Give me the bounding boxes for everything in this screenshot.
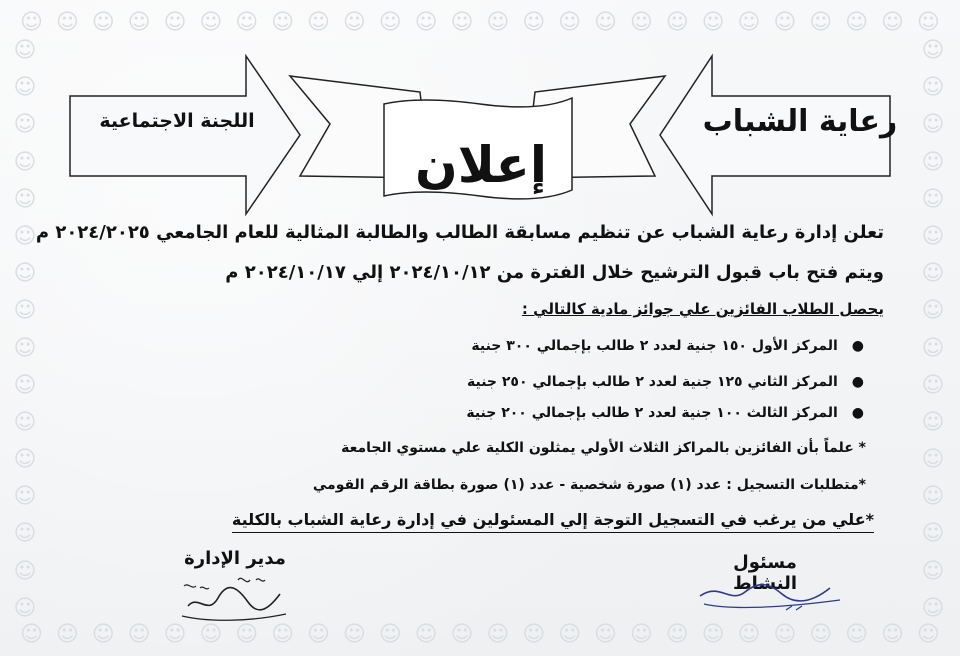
- person-figure-icon: ☺: [809, 622, 833, 647]
- social-committee-label: اللجنة الاجتماعية: [99, 110, 255, 132]
- youth-care-label: رعاية الشباب: [702, 104, 898, 139]
- activity-officer-signature: [690, 574, 850, 624]
- person-figure-icon: ☺: [13, 595, 37, 621]
- person-figure-icon: ☺: [163, 10, 187, 35]
- person-figure-icon: ☺: [845, 10, 869, 35]
- prize-text: المركز الثالث ١٠٠ جنية لعدد ٢ طالب بإجمالي ٢٠٠ جنية: [466, 405, 838, 421]
- prizes-heading: يحصل الطلاب الفائزين علي جوائز مادية كالتالي :: [521, 300, 884, 318]
- person-figure-icon: ☺: [127, 622, 151, 647]
- person-figure-icon: ☺: [342, 10, 366, 35]
- department-manager-title: مدير الإدارة: [184, 548, 286, 569]
- person-figure-icon: ☺: [13, 223, 37, 249]
- person-figure-icon: ☺: [271, 622, 295, 647]
- note-representation: * علماً بأن الفائزين بالمراكز الثلاث الأولي يمثلون الكلية علي مستوي الجامعة: [341, 440, 866, 456]
- person-figure-icon: ☺: [486, 622, 510, 647]
- person-figure-icon: ☺: [13, 558, 37, 584]
- person-figure-icon: ☺: [921, 521, 945, 547]
- person-figure-icon: ☺: [701, 10, 725, 35]
- person-figure-icon: ☺: [809, 10, 833, 35]
- person-figure-icon: ☺: [414, 622, 438, 647]
- person-figure-icon: ☺: [665, 10, 689, 35]
- prize-text: المركز الأول ١٥٠ جنية لعدد ٢ طالب بإجمالي ٣٠٠ جنية: [471, 338, 838, 354]
- person-figure-icon: ☺: [13, 409, 37, 435]
- person-figure-icon: ☺: [13, 484, 37, 510]
- person-figure-icon: ☺: [845, 622, 869, 647]
- person-figure-icon: ☺: [921, 484, 945, 510]
- person-figure-icon: ☺: [921, 186, 945, 212]
- bullet-icon: ●: [851, 338, 864, 354]
- person-figure-icon: ☺: [13, 149, 37, 175]
- person-figure-icon: ☺: [199, 10, 223, 35]
- person-figure-icon: ☺: [737, 622, 761, 647]
- person-figure-icon: ☺: [13, 261, 37, 287]
- person-figure-icon: ☺: [378, 622, 402, 647]
- activity-officer-title: مسئول النشاط: [732, 552, 798, 594]
- person-figure-icon: ☺: [773, 10, 797, 35]
- person-figure-icon: ☺: [522, 10, 546, 35]
- intro-line-1: تعلن إدارة رعاية الشباب عن تنظيم مسابقة الطالب والطالبة المثالية للعام الجامعي ٢٠٢٤/٢٠٢٥ م: [35, 222, 884, 243]
- person-figure-icon: ☺: [13, 75, 37, 101]
- person-figure-icon: ☺: [921, 112, 945, 138]
- person-figure-icon: ☺: [13, 186, 37, 212]
- person-figure-icon: ☺: [414, 10, 438, 35]
- person-figure-icon: ☺: [13, 335, 37, 361]
- person-figure-icon: ☺: [307, 622, 330, 647]
- intro-line-2: ويتم فتح باب قبول الترشيح خلال الفترة من ٢٠٢٤/١٠/١٢ إلي ٢٠٢٤/١٠/١٧ م: [225, 262, 884, 283]
- person-figure-icon: ☺: [921, 223, 945, 249]
- person-figure-icon: ☺: [13, 298, 37, 324]
- prize-text: المركز الثاني ١٢٥ جنية لعدد ٢ طالب بإجمالي ٢٥٠ جنية: [466, 374, 838, 390]
- person-figure-icon: ☺: [921, 447, 945, 473]
- person-figure-icon: ☺: [665, 622, 689, 647]
- person-figure-icon: ☺: [55, 10, 79, 35]
- person-figure-icon: ☺: [921, 335, 945, 361]
- person-figure-icon: ☺: [163, 622, 187, 647]
- person-figure-icon: ☺: [127, 10, 151, 35]
- person-figure-icon: ☺: [13, 521, 37, 547]
- person-figure-icon: ☺: [594, 10, 617, 35]
- person-figure-icon: ☺: [629, 622, 653, 647]
- person-figure-icon: ☺: [20, 622, 43, 647]
- person-figure-icon: ☺: [91, 10, 115, 35]
- bullet-icon: ●: [851, 374, 864, 390]
- person-figure-icon: ☺: [881, 622, 904, 647]
- person-figure-icon: ☺: [235, 622, 259, 647]
- person-figure-icon: ☺: [737, 10, 761, 35]
- person-figure-icon: ☺: [558, 622, 582, 647]
- person-figure-icon: ☺: [594, 622, 617, 647]
- person-figure-icon: ☺: [773, 622, 797, 647]
- person-figure-icon: ☺: [881, 10, 904, 35]
- person-figure-icon: ☺: [20, 10, 43, 35]
- person-figure-icon: ☺: [450, 10, 474, 35]
- person-figure-icon: ☺: [921, 409, 945, 435]
- note-requirements: *متطلبات التسجيل : عدد (١) صورة شخصية - عدد (١) صورة بطاقة الرقم القومي: [312, 477, 866, 493]
- person-figure-icon: ☺: [450, 622, 474, 647]
- person-figure-icon: ☺: [13, 447, 37, 473]
- person-figure-icon: ☺: [921, 38, 945, 63]
- person-figure-icon: ☺: [522, 622, 546, 647]
- person-figure-icon: ☺: [921, 75, 945, 101]
- person-figure-icon: ☺: [629, 10, 653, 35]
- person-figure-icon: ☺: [55, 622, 79, 647]
- person-figure-icon: ☺: [235, 10, 259, 35]
- person-figure-icon: ☺: [921, 149, 945, 175]
- person-figure-icon: ☺: [701, 622, 725, 647]
- person-figure-icon: ☺: [558, 10, 582, 35]
- watermark-border-bottom: [20, 624, 940, 654]
- announcement-title: إعلان: [415, 136, 547, 194]
- person-figure-icon: ☺: [13, 112, 37, 138]
- person-figure-icon: ☺: [271, 10, 295, 35]
- prize-item: [471, 338, 864, 354]
- person-figure-icon: ☺: [342, 622, 366, 647]
- person-figure-icon: ☺: [307, 10, 330, 35]
- note-registration: *علي من يرغب في التسجيل التوجة إلي المسئولين في إدارة رعاية الشباب بالكلية: [232, 510, 874, 533]
- person-figure-icon: ☺: [921, 372, 945, 398]
- person-figure-icon: ☺: [921, 595, 945, 621]
- prize-item: [467, 374, 864, 390]
- person-figure-icon: ☺: [91, 622, 115, 647]
- person-figure-icon: ☺: [921, 298, 945, 324]
- prize-item: [466, 405, 864, 421]
- person-figure-icon: ☺: [916, 622, 940, 647]
- person-figure-icon: ☺: [921, 558, 945, 584]
- person-figure-icon: ☺: [486, 10, 510, 35]
- person-figure-icon: ☺: [916, 10, 940, 35]
- person-figure-icon: ☺: [13, 38, 37, 63]
- person-figure-icon: ☺: [921, 261, 945, 287]
- left-arrow-shape: [70, 56, 300, 214]
- person-figure-icon: ☺: [13, 372, 37, 398]
- bullet-icon: ●: [851, 405, 864, 421]
- person-figure-icon: ☺: [378, 10, 402, 35]
- person-figure-icon: ☺: [199, 622, 223, 647]
- department-manager-signature: [168, 566, 298, 630]
